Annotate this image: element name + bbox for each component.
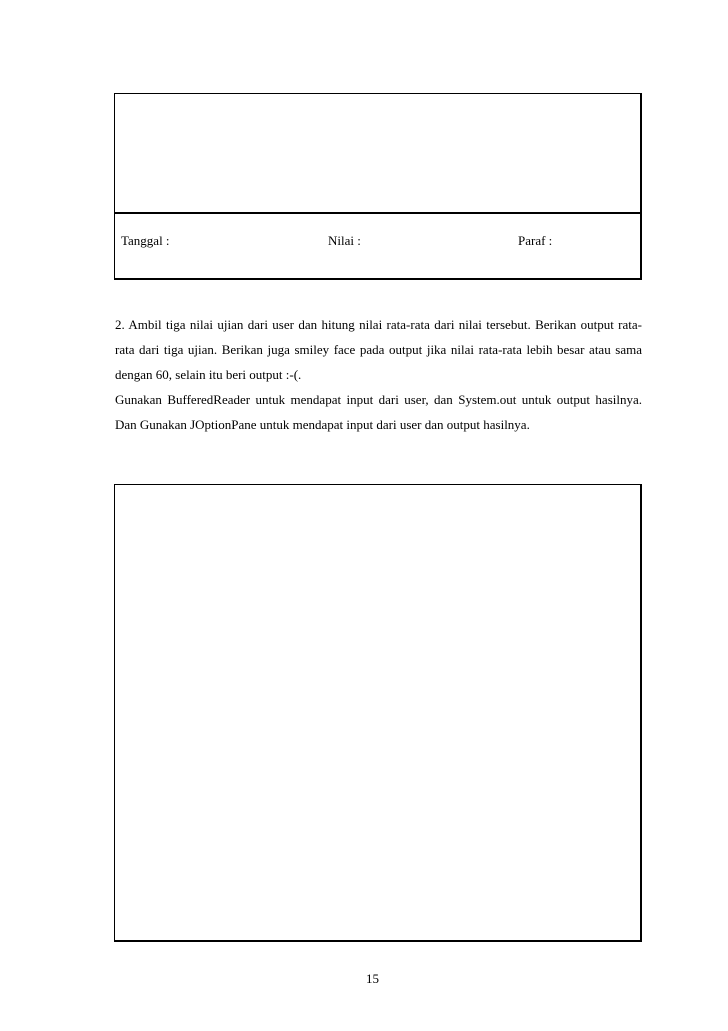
question-paragraph-1: 2. Ambil tiga nilai ujian dari user dan hitung nilai rata-rata dari nilai tersebut. Berikan output rata-rata dari tiga ujian. Berikan juga smiley face pada output jika nilai rata-rata lebih besar atau sama dengan 60, selain itu beri output :-(.	[115, 317, 642, 382]
question-text	[115, 312, 642, 437]
question-paragraph-2: Gunakan BufferedReader untuk mendapat input dari user, dan System.out untuk output hasilnya. Dan Gunakan JOptionPane untuk mendapat input dari user dan output hasilnya.	[115, 392, 642, 432]
nilai-label: Nilai :	[328, 233, 361, 248]
page-number: 15	[366, 971, 379, 986]
paraf-label: Paraf :	[518, 233, 553, 248]
tanggal-label: Tanggal :	[121, 233, 170, 248]
box-divider	[115, 212, 640, 214]
answer-box-bottom	[114, 484, 642, 942]
answer-box-top	[114, 93, 642, 280]
